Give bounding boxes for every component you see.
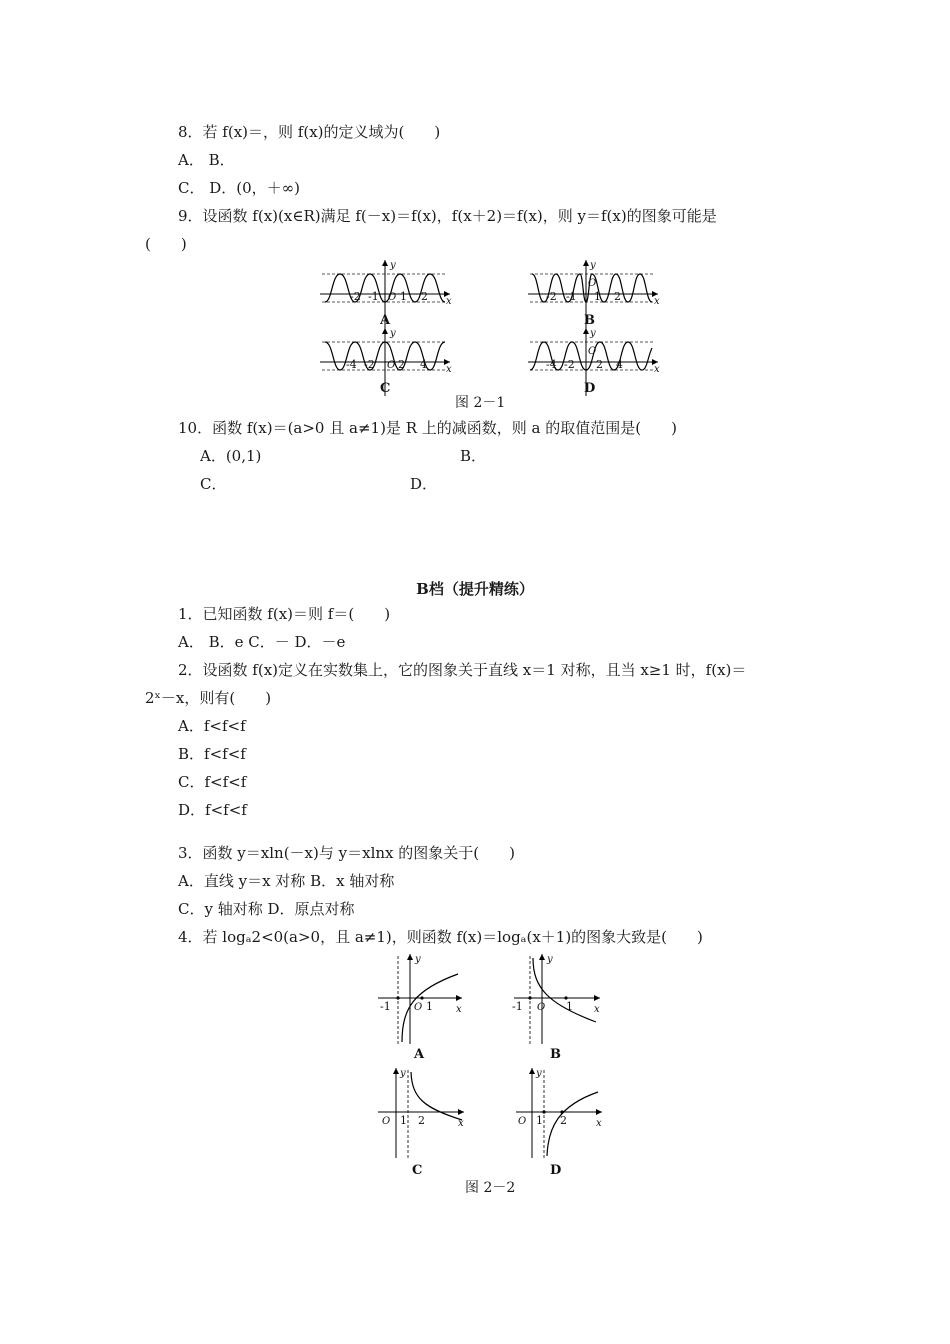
b-q2-option-b: B．f<f<f [178, 745, 246, 763]
tick-label: -4 [346, 358, 357, 371]
q10-option-a: A．(0,1) [200, 447, 262, 465]
section-title-b: B档（提升精练） [416, 580, 534, 598]
y-axis-label: y [536, 1068, 542, 1079]
b-q1-stem: 1．已知函数 f(x)＝则 f＝( ) [178, 605, 391, 623]
b-q4-graph-a [372, 952, 472, 1060]
tick-label: -2 [546, 290, 557, 303]
q9-graph-d [528, 326, 668, 398]
q9-graph-a [320, 258, 460, 330]
y-axis-label: y [390, 328, 396, 339]
tick-label: 1 [426, 1000, 433, 1013]
b-q2-option-d: D．f<f<f [178, 801, 247, 819]
x-axis-label: x [594, 1004, 600, 1015]
tick-label: 1 [400, 290, 407, 303]
tick-label: -1 [566, 290, 577, 303]
y-axis-label: y [415, 954, 421, 965]
tick-label: -2 [564, 358, 575, 371]
origin-label: O [588, 346, 597, 357]
tick-label: 1 [536, 1114, 543, 1127]
x-axis-label: x [456, 1004, 462, 1015]
y-axis-label: y [590, 328, 596, 339]
q8-options-cd: C． D．(0，＋∞) [178, 179, 301, 197]
origin-label: O [387, 360, 396, 371]
graph-label-c: C [412, 1163, 423, 1178]
q10-stem: 10．函数 f(x)＝(a>0 且 a≠1)是 R 上的减函数，则 a 的取值范围是( ) [178, 419, 677, 437]
b-q3-options-cd: C．y 轴对称 D．原点对称 [178, 900, 355, 918]
tick-label: -1 [512, 1000, 523, 1013]
q9-graph-c [320, 326, 460, 398]
tick-label: -2 [350, 290, 361, 303]
origin-label: O [414, 1002, 423, 1013]
y-axis-label: y [400, 1068, 406, 1079]
tick-label: 4 [420, 358, 427, 371]
graph-label-c: C [380, 381, 391, 396]
graph-label-a: A [380, 313, 391, 328]
x-axis-label: x [446, 296, 452, 307]
b-q2-option-c: C．f<f<f [178, 773, 247, 791]
origin-label: O [382, 1116, 391, 1127]
b-q2-option-a: A．f<f<f [178, 717, 246, 735]
graph-label-a: A [414, 1047, 425, 1062]
x-axis-label: x [596, 1118, 602, 1129]
y-axis-label: y [390, 260, 396, 271]
q9-graph-b [528, 258, 668, 330]
figure-caption-2-1: 图 2－1 [455, 395, 506, 411]
tick-label: 4 [616, 358, 623, 371]
b-q4-graph-d [510, 1066, 610, 1178]
tick-label: 1 [400, 1114, 407, 1127]
tick-label: 2 [421, 290, 428, 303]
tick-label: 1 [566, 1000, 573, 1013]
graph-label-d: D [584, 381, 596, 396]
q10-option-d: D． [410, 475, 438, 493]
b-q2-stem-line1: 2．设函数 f(x)定义在实数集上，它的图象关于直线 x＝1 对称，且当 x≥1 时，f(x)＝ [178, 661, 747, 679]
y-axis-label: y [547, 954, 553, 965]
tick-label: 2 [560, 1114, 567, 1127]
b-q4-graph-c [372, 1066, 472, 1178]
tick-label: -1 [368, 290, 379, 303]
origin-label: O [388, 292, 397, 303]
q9-stem-line2: ( ) [145, 235, 187, 253]
x-axis-label: x [446, 364, 452, 375]
x-axis-label: x [654, 296, 660, 307]
figure-caption-2-2: 图 2－2 [465, 1180, 516, 1196]
tick-label: -2 [364, 358, 375, 371]
origin-label: O [537, 1002, 546, 1013]
x-axis-label: x [654, 364, 660, 375]
b-q2-stem-line2: 2ˣ－x，则有( ) [145, 689, 272, 707]
q8-options-ab: A． B． [178, 151, 235, 169]
q8-stem: 8．若 f(x)＝，则 f(x)的定义域为( ) [178, 123, 441, 141]
b-q1-options: A． B．e C．－ D．－e [178, 633, 346, 651]
graph-label-b: B [550, 1047, 561, 1062]
graph-label-b: B [584, 313, 595, 328]
b-q3-options-ab: A．直线 y＝x 对称 B．x 轴对称 [178, 872, 395, 890]
x-axis-label: x [458, 1118, 464, 1129]
b-q3-stem: 3．函数 y＝xln(－x)与 y＝xlnx 的图象关于( ) [178, 844, 515, 862]
tick-label: -4 [546, 358, 557, 371]
y-axis-label: y [590, 260, 596, 271]
tick-label: 2 [596, 358, 603, 371]
q10-option-c: C． [200, 475, 227, 493]
q9-stem-line1: 9．设函数 f(x)(x∈R)满足 f(－x)＝f(x)，f(x＋2)＝f(x)，则 y＝f(x)的图象可能是 [178, 207, 717, 225]
tick-label: 2 [614, 290, 621, 303]
graph-label-d: D [550, 1163, 562, 1178]
origin-label: O [588, 278, 597, 289]
origin-label: O [518, 1116, 527, 1127]
tick-label: 1 [594, 290, 601, 303]
tick-label: 2 [418, 1114, 425, 1127]
b-q4-stem: 4．若 logₐ2<0(a>0，且 a≠1)，则函数 f(x)＝logₐ(x＋1)的图象大致是( ) [178, 928, 703, 946]
tick-label: 2 [398, 358, 405, 371]
tick-label: -1 [380, 1000, 391, 1013]
b-q4-graph-b [508, 952, 608, 1060]
q10-option-b: B． [460, 447, 487, 465]
